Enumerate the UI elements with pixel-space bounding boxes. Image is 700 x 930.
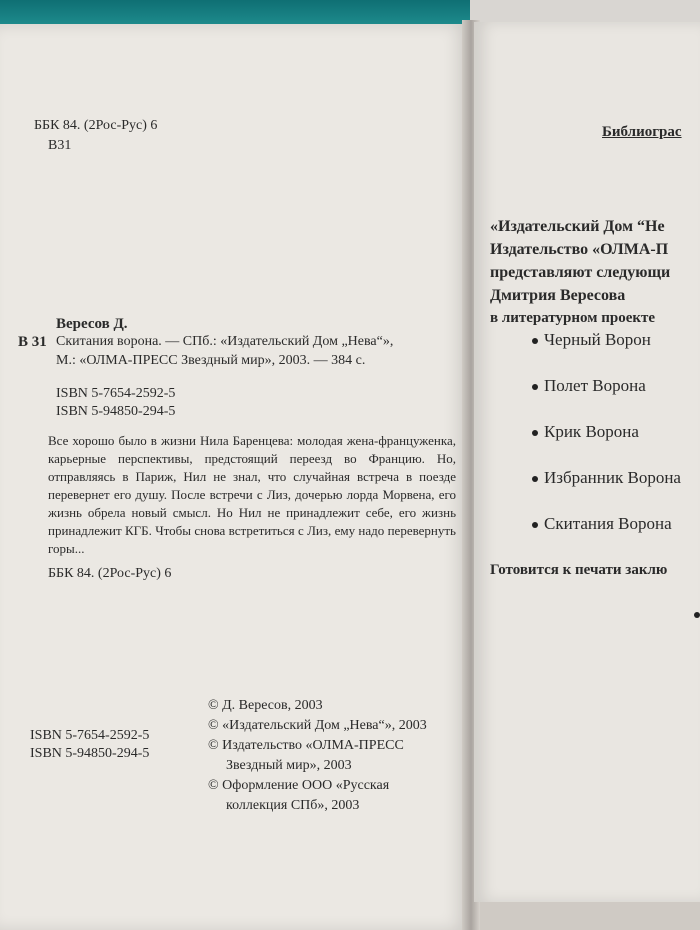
isbn-2: ISBN 5-94850-294-5 <box>56 404 176 419</box>
bibliographic-line-2: М.: «ОЛМА-ПРЕСС Звездный мир», 2003. — 384 с. <box>56 353 366 368</box>
bullet-icon <box>694 612 700 618</box>
forthcoming-line: Готовится к печати заклю <box>490 562 668 578</box>
book-list-item <box>532 514 672 534</box>
intro-line-2: Издательство «ОЛМА-П <box>490 241 669 258</box>
copyright-line-2: © «Издательский Дом „Нева“», 2003 <box>208 718 427 733</box>
intro-line-1: «Издательский Дом “Не <box>490 218 665 235</box>
isbn-bottom-1: ISBN 5-7654-2592-5 <box>30 728 150 743</box>
bullet-icon <box>532 430 538 436</box>
bullet-icon <box>532 476 538 482</box>
book-title: Черный Ворон <box>544 330 651 349</box>
bullet-icon <box>532 338 538 344</box>
bibliographic-line-1: Скитания ворона. — СПб.: «Издательский Дом „Нева“», <box>56 334 394 349</box>
intro-line-4: Дмитрия Вересова <box>490 287 626 304</box>
book-title: Крик Ворона <box>544 422 639 441</box>
book-list-item <box>532 376 646 396</box>
bullet-icon <box>532 522 538 528</box>
isbn-bottom-2: ISBN 5-94850-294-5 <box>30 746 150 761</box>
bibliography-heading: Библиограс <box>602 124 682 140</box>
bbk-code-top: ББК 84. (2Рос-Рус) 6 <box>34 118 158 133</box>
book-list-item <box>532 422 639 442</box>
book-list-item <box>532 330 651 350</box>
right-page <box>474 22 700 902</box>
book-list-item <box>532 468 681 488</box>
bullet-icon <box>532 384 538 390</box>
author-code-top: В31 <box>48 138 72 153</box>
copyright-line-3: © Издательство «ОЛМА-ПРЕСС <box>208 738 404 753</box>
copyright-line-5: © Оформление ООО «Русская <box>208 778 390 793</box>
book-title: Избранник Ворона <box>544 468 681 487</box>
isbn-1: ISBN 5-7654-2592-5 <box>56 386 176 401</box>
copyright-line-1: © Д. Вересов, 2003 <box>208 698 323 713</box>
bbk-code-bottom: ББК 84. (2Рос-Рус) 6 <box>48 566 172 581</box>
cover-edge <box>0 0 470 26</box>
project-line: в литературном проекте <box>490 310 656 326</box>
catalog-index: В 31 <box>18 334 47 350</box>
book-title: Скитания Ворона <box>544 514 672 533</box>
copyright-line-4: Звездный мир», 2003 <box>226 758 352 773</box>
copyright-line-6: коллекция СПб», 2003 <box>226 798 360 813</box>
book-title: Полет Ворона <box>544 376 646 395</box>
book-annotation: Все хорошо было в жизни Нила Баренцева: молодая жена-француженка, карьерные перспективы, предстоящий переезд во Францию. Но, отправляясь в Париж, Нил не знал, что случайная встреча в поезде перевернет его душу. После встречи с Лиз, дочерью лорда Морвена, его жизнь обрела новый смысл. Но Нил не принадлежит себе, его жизнь принадлежит КГБ. Чтобы снова встретиться с Лиз, ему надо перевернуть горы... <box>48 433 456 556</box>
author-name: Вересов Д. <box>56 316 128 332</box>
intro-line-3: представляют следующи <box>490 264 671 281</box>
